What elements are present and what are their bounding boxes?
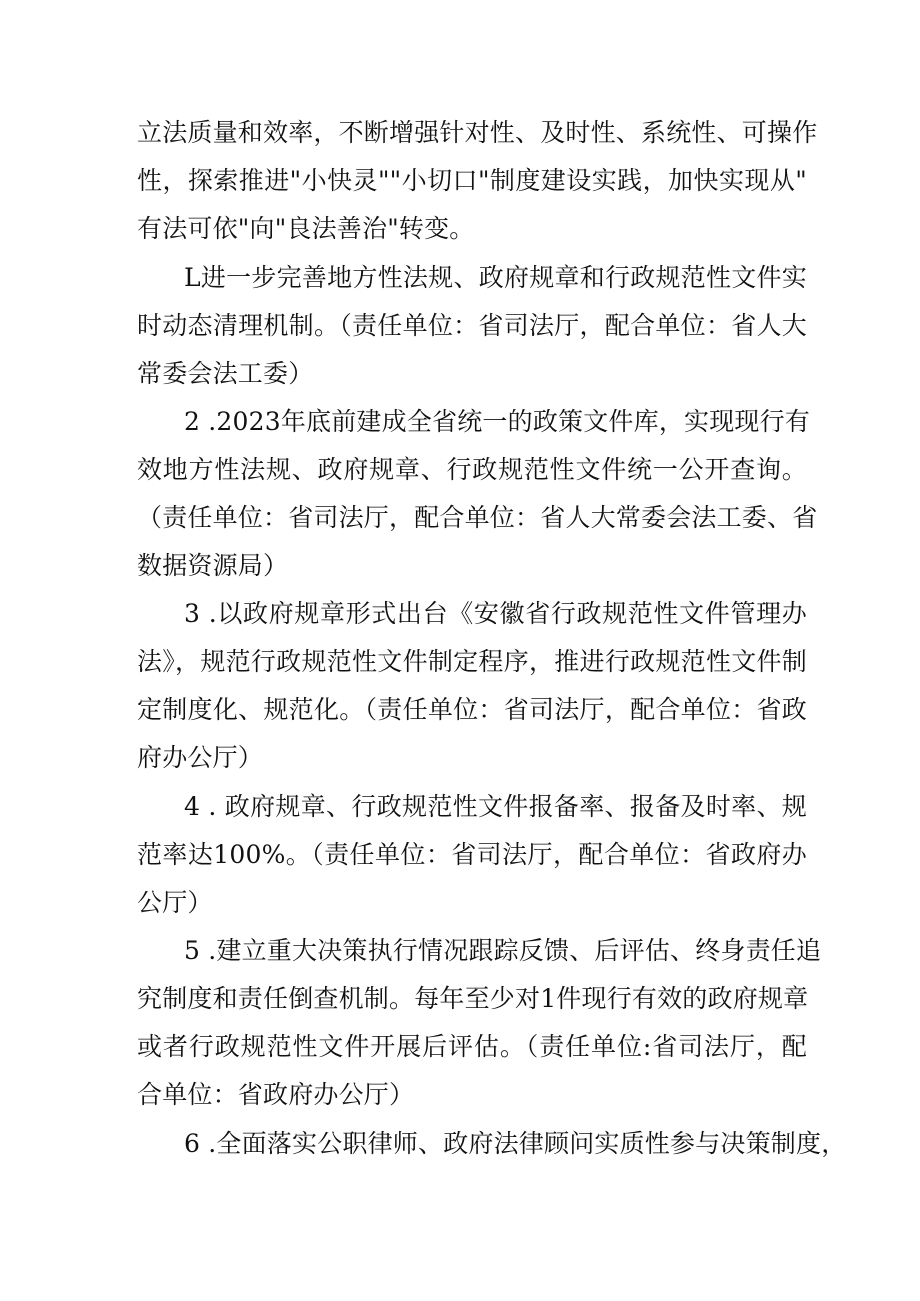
text-line: 时动态清理机制。（责任单位：省司法厅，配合单位：省人大 xyxy=(137,311,807,340)
text-line: 合单位：省政府办公厅） xyxy=(137,1080,415,1109)
text-line: 6 .全面落实公职律师、政府法律顾问实质性参与决策制度， xyxy=(184,1129,847,1158)
text-line: 法》，规范行政规范性文件制定程序，推进行政规范性文件制 xyxy=(137,647,807,676)
text-line: 4 . 政府规章、行政规范性文件报备率、报备及时率、规 xyxy=(184,792,807,821)
text-line: 常委会法工委） xyxy=(137,359,314,388)
text-line: L进一步完善地方性法规、政府规章和行政规范性文件实 xyxy=(184,263,807,292)
text-line: 性，探索推进"小快灵""小切口"制度建设实践，加快实现从" xyxy=(137,166,807,195)
text-line: 究制度和责任倒查机制。每年至少对1件现行有效的政府规章 xyxy=(137,984,809,1013)
text-line: 公厅） xyxy=(137,888,213,917)
text-line: 数据资源局） xyxy=(137,551,289,580)
text-line: 定制度化、规范化。（责任单位：省司法厅，配合单位：省政 xyxy=(137,695,807,724)
text-line: 3 .以政府规章形式出台《安徽省行政规范性文件管理办 xyxy=(184,599,807,628)
text-line: 立法质量和效率，不断增强针对性、及时性、系统性、可操作 xyxy=(137,118,818,147)
text-line: 范率达100%。（责任单位：省司法厅，配合单位：省政府办 xyxy=(137,840,807,869)
text-line: 2 .2023年底前建成全省统一的政策文件库，实现现行有 xyxy=(184,407,811,436)
text-line: 有法可依"向"良法善治"转变。 xyxy=(137,214,475,243)
text-line: 5 .建立重大决策执行情况跟踪反馈、后评估、终身责任追 xyxy=(184,936,822,965)
text-line: （责任单位：省司法厅，配合单位：省人大常委会法工委、省 xyxy=(137,503,818,532)
text-line: 效地方性法规、政府规章、行政规范性文件统一公开查询。 xyxy=(137,455,807,484)
text-line: 府办公厅） xyxy=(137,743,264,772)
text-line: 或者行政规范性文件开展后评估。（责任单位:省司法厅，配 xyxy=(137,1032,807,1061)
